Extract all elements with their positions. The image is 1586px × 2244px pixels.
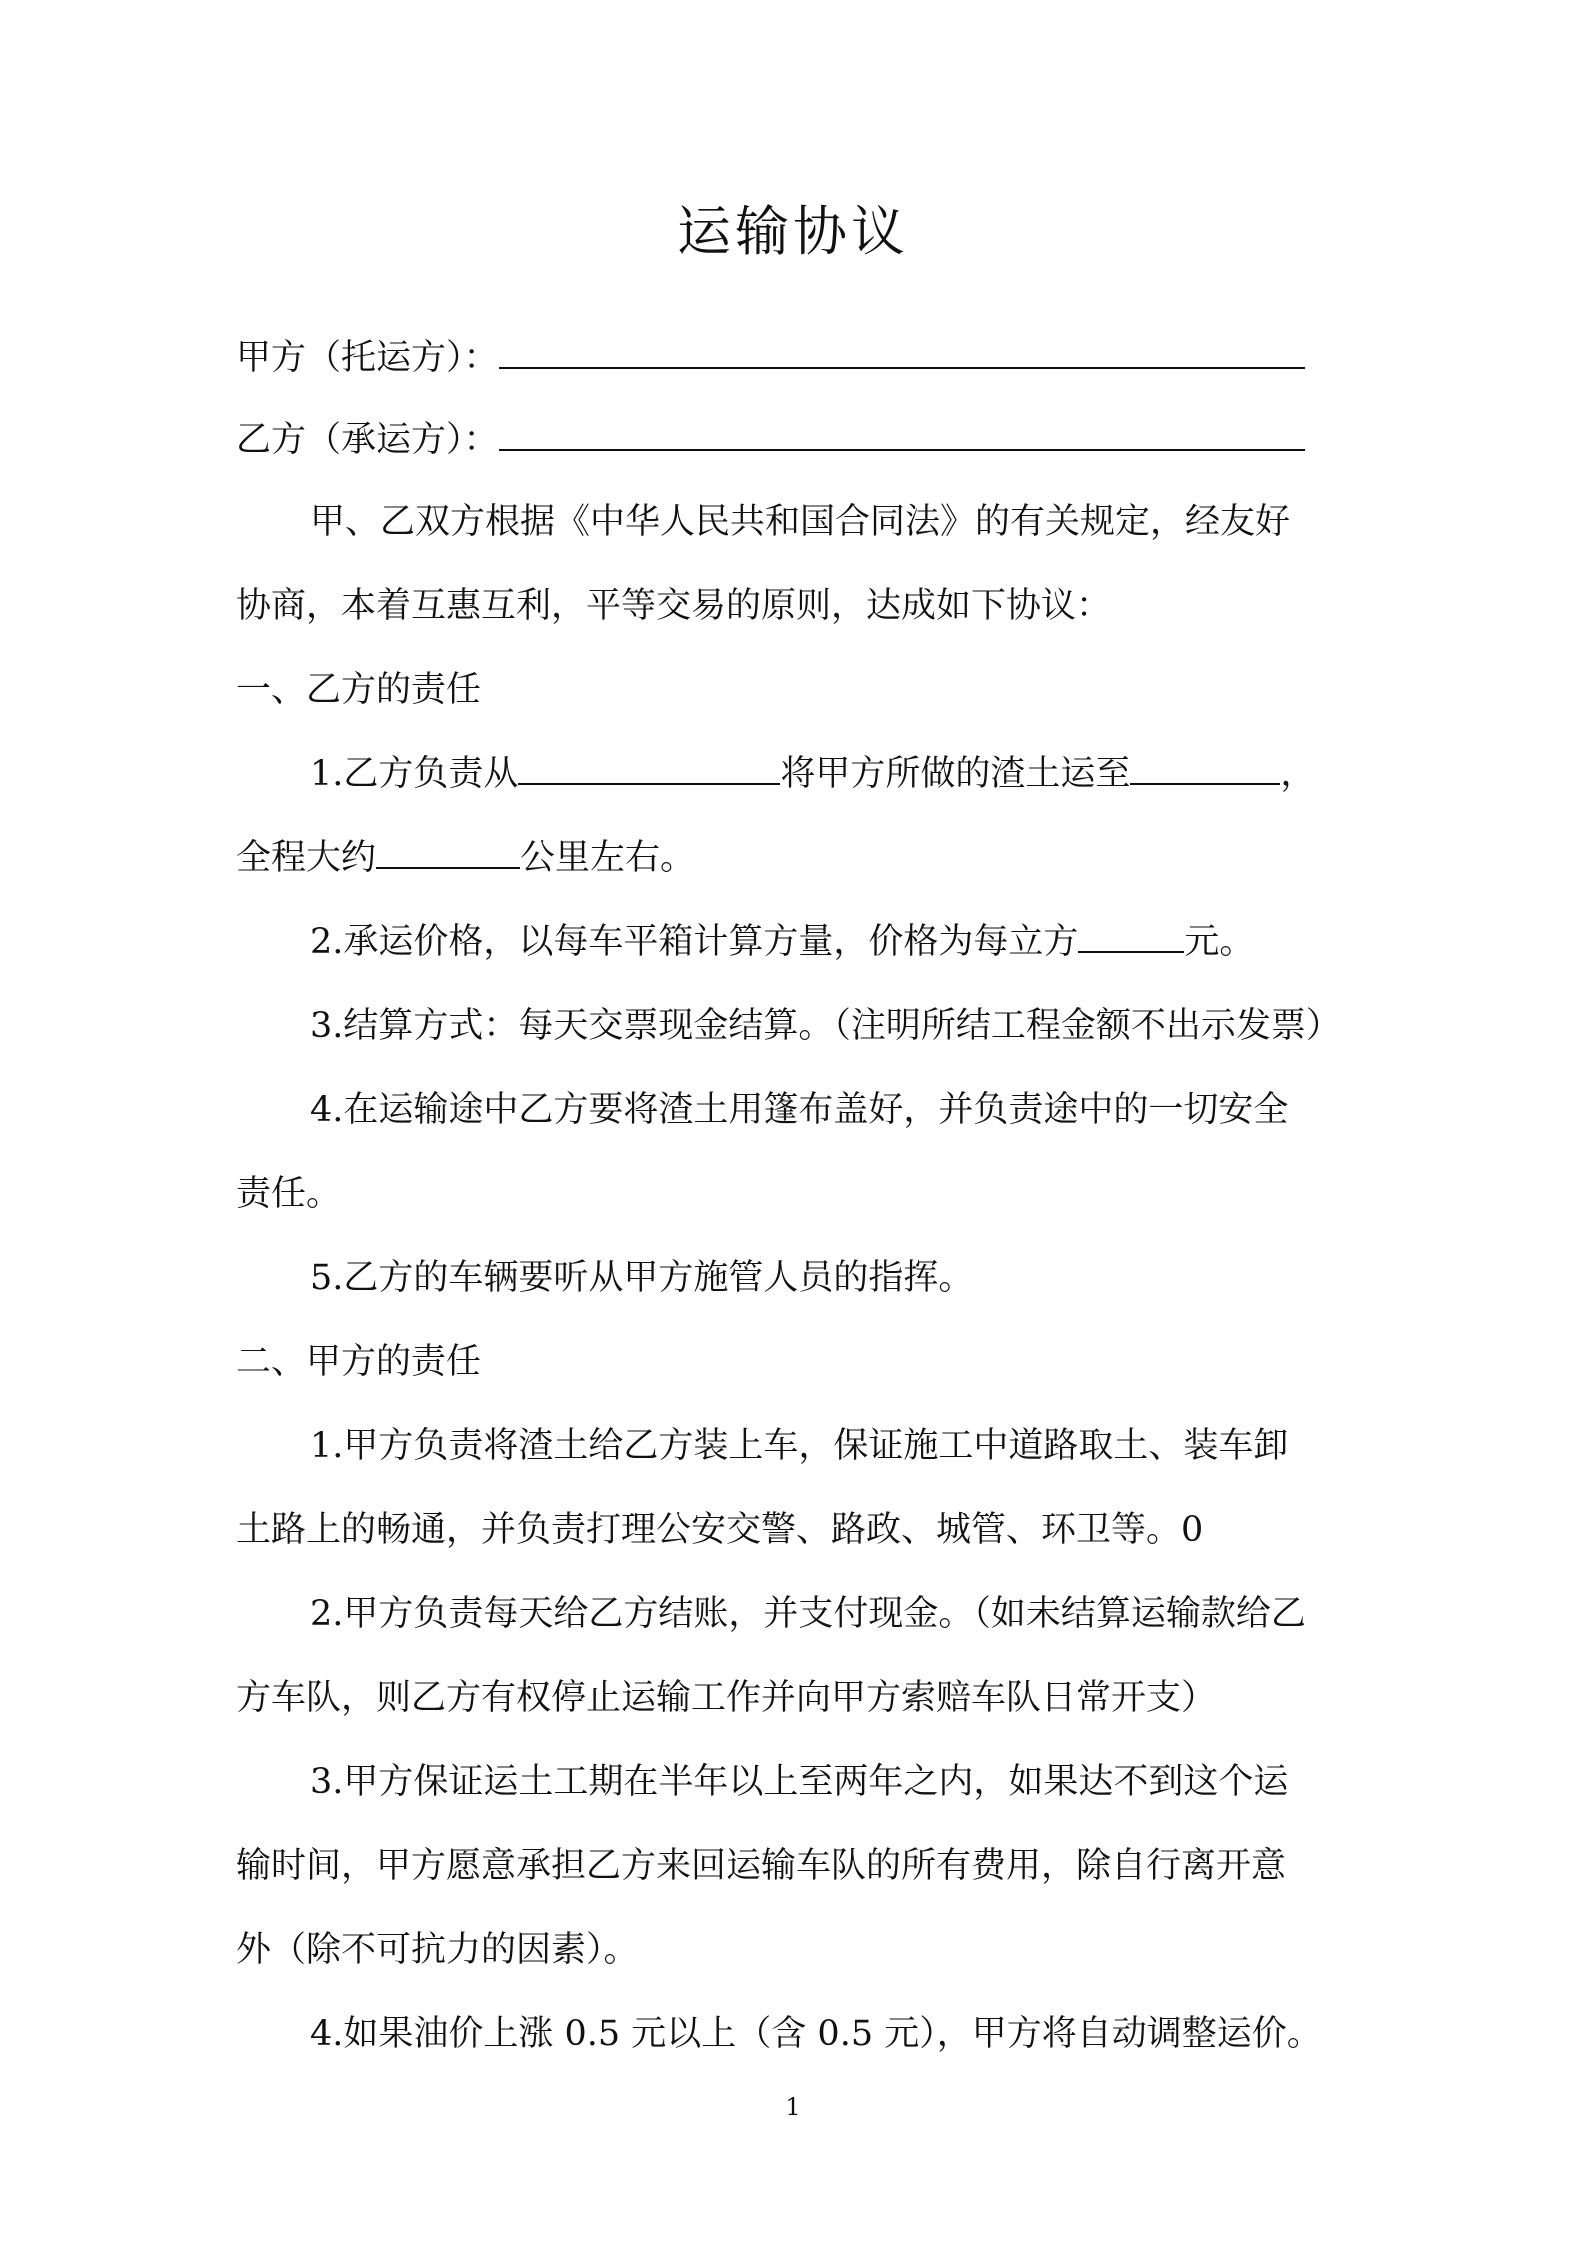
s1-item1-text-d: 全程大约 [236, 838, 377, 878]
s1-item1-text-c: ， [1280, 754, 1316, 794]
s1-item-5: 5.乙方的车辆要听从甲方施管人员的指挥。 [310, 1258, 974, 1298]
party-b-line [236, 416, 1356, 464]
origin-blank [518, 753, 780, 785]
s1-item-1-line-2 [236, 834, 1356, 882]
party-a-blank [499, 337, 1305, 369]
s2-item-2-line-1: 2.甲方负责每天给乙方结账，并支付现金。（如未结算运输款给乙 [310, 1594, 1306, 1634]
s1-item2-text-a: 2.承运价格，以每车平箱计算方量，价格为每立方 [310, 922, 1079, 962]
party-a-line [236, 334, 1356, 382]
intro-line-2: 协商，本着互惠互利，平等交易的原则，达成如下协议： [236, 586, 1112, 626]
s1-item-1-line-1 [310, 750, 1356, 798]
s2-item-3-line-3: 外（除不可抗力的因素）。 [236, 1930, 639, 1970]
s1-item-2 [310, 918, 1356, 966]
s2-item-3-line-2: 输时间，甲方愿意承担乙方来回运输车队的所有费用，除自行离开意 [236, 1846, 1287, 1886]
party-a-label: 甲方（托运方）： [236, 338, 499, 378]
s1-item1-text-a: 1.乙方负责从 [310, 754, 519, 794]
s1-item-4-line-1: 4.在运输途中乙方要将渣土用篷布盖好，并负责途中的一切安全 [310, 1090, 1289, 1130]
s1-item-3: 3.结算方式：每天交票现金结算。（注明所结工程金额不出示发票） [310, 1006, 1341, 1046]
s2-item-1-line-1: 1.甲方负责将渣土给乙方装上车，保证施工中道路取土、装车卸 [310, 1426, 1289, 1466]
s2-item-2-line-2: 方车队，则乙方有权停止运输工作并向甲方索赔车队日常开支） [236, 1678, 1217, 1718]
distance-blank [376, 837, 520, 869]
price-blank [1078, 921, 1184, 953]
page-title: 运输协议 [677, 200, 909, 263]
s1-item2-text-b: 元。 [1184, 922, 1255, 962]
s2-item-3-line-1: 3.甲方保证运土工期在半年以上至两年之内，如果达不到这个运 [310, 1762, 1289, 1802]
s1-item-4-line-2: 责任。 [236, 1174, 342, 1214]
s1-item1-text-b: 将甲方所做的渣土运至 [780, 754, 1131, 794]
s2-item-1-line-2: 土路上的畅通，并负责打理公安交警、路政、城管、环卫等。0 [236, 1510, 1204, 1550]
party-b-blank [499, 419, 1305, 451]
section-1-heading: 一、乙方的责任 [236, 670, 482, 710]
party-b-label: 乙方（承运方）： [236, 420, 499, 460]
section-2-heading: 二、甲方的责任 [236, 1342, 482, 1382]
s1-item1-text-e: 公里左右。 [520, 838, 696, 878]
intro-line-1: 甲、乙双方根据《中华人民共和国合同法》的有关规定，经友好 [310, 502, 1291, 542]
s2-item-4: 4.如果油价上涨 0.5 元以上（含 0.5 元），甲方将自动调整运价。 [310, 2014, 1322, 2054]
page-number: 1 [785, 2093, 801, 2121]
destination-blank [1130, 753, 1280, 785]
